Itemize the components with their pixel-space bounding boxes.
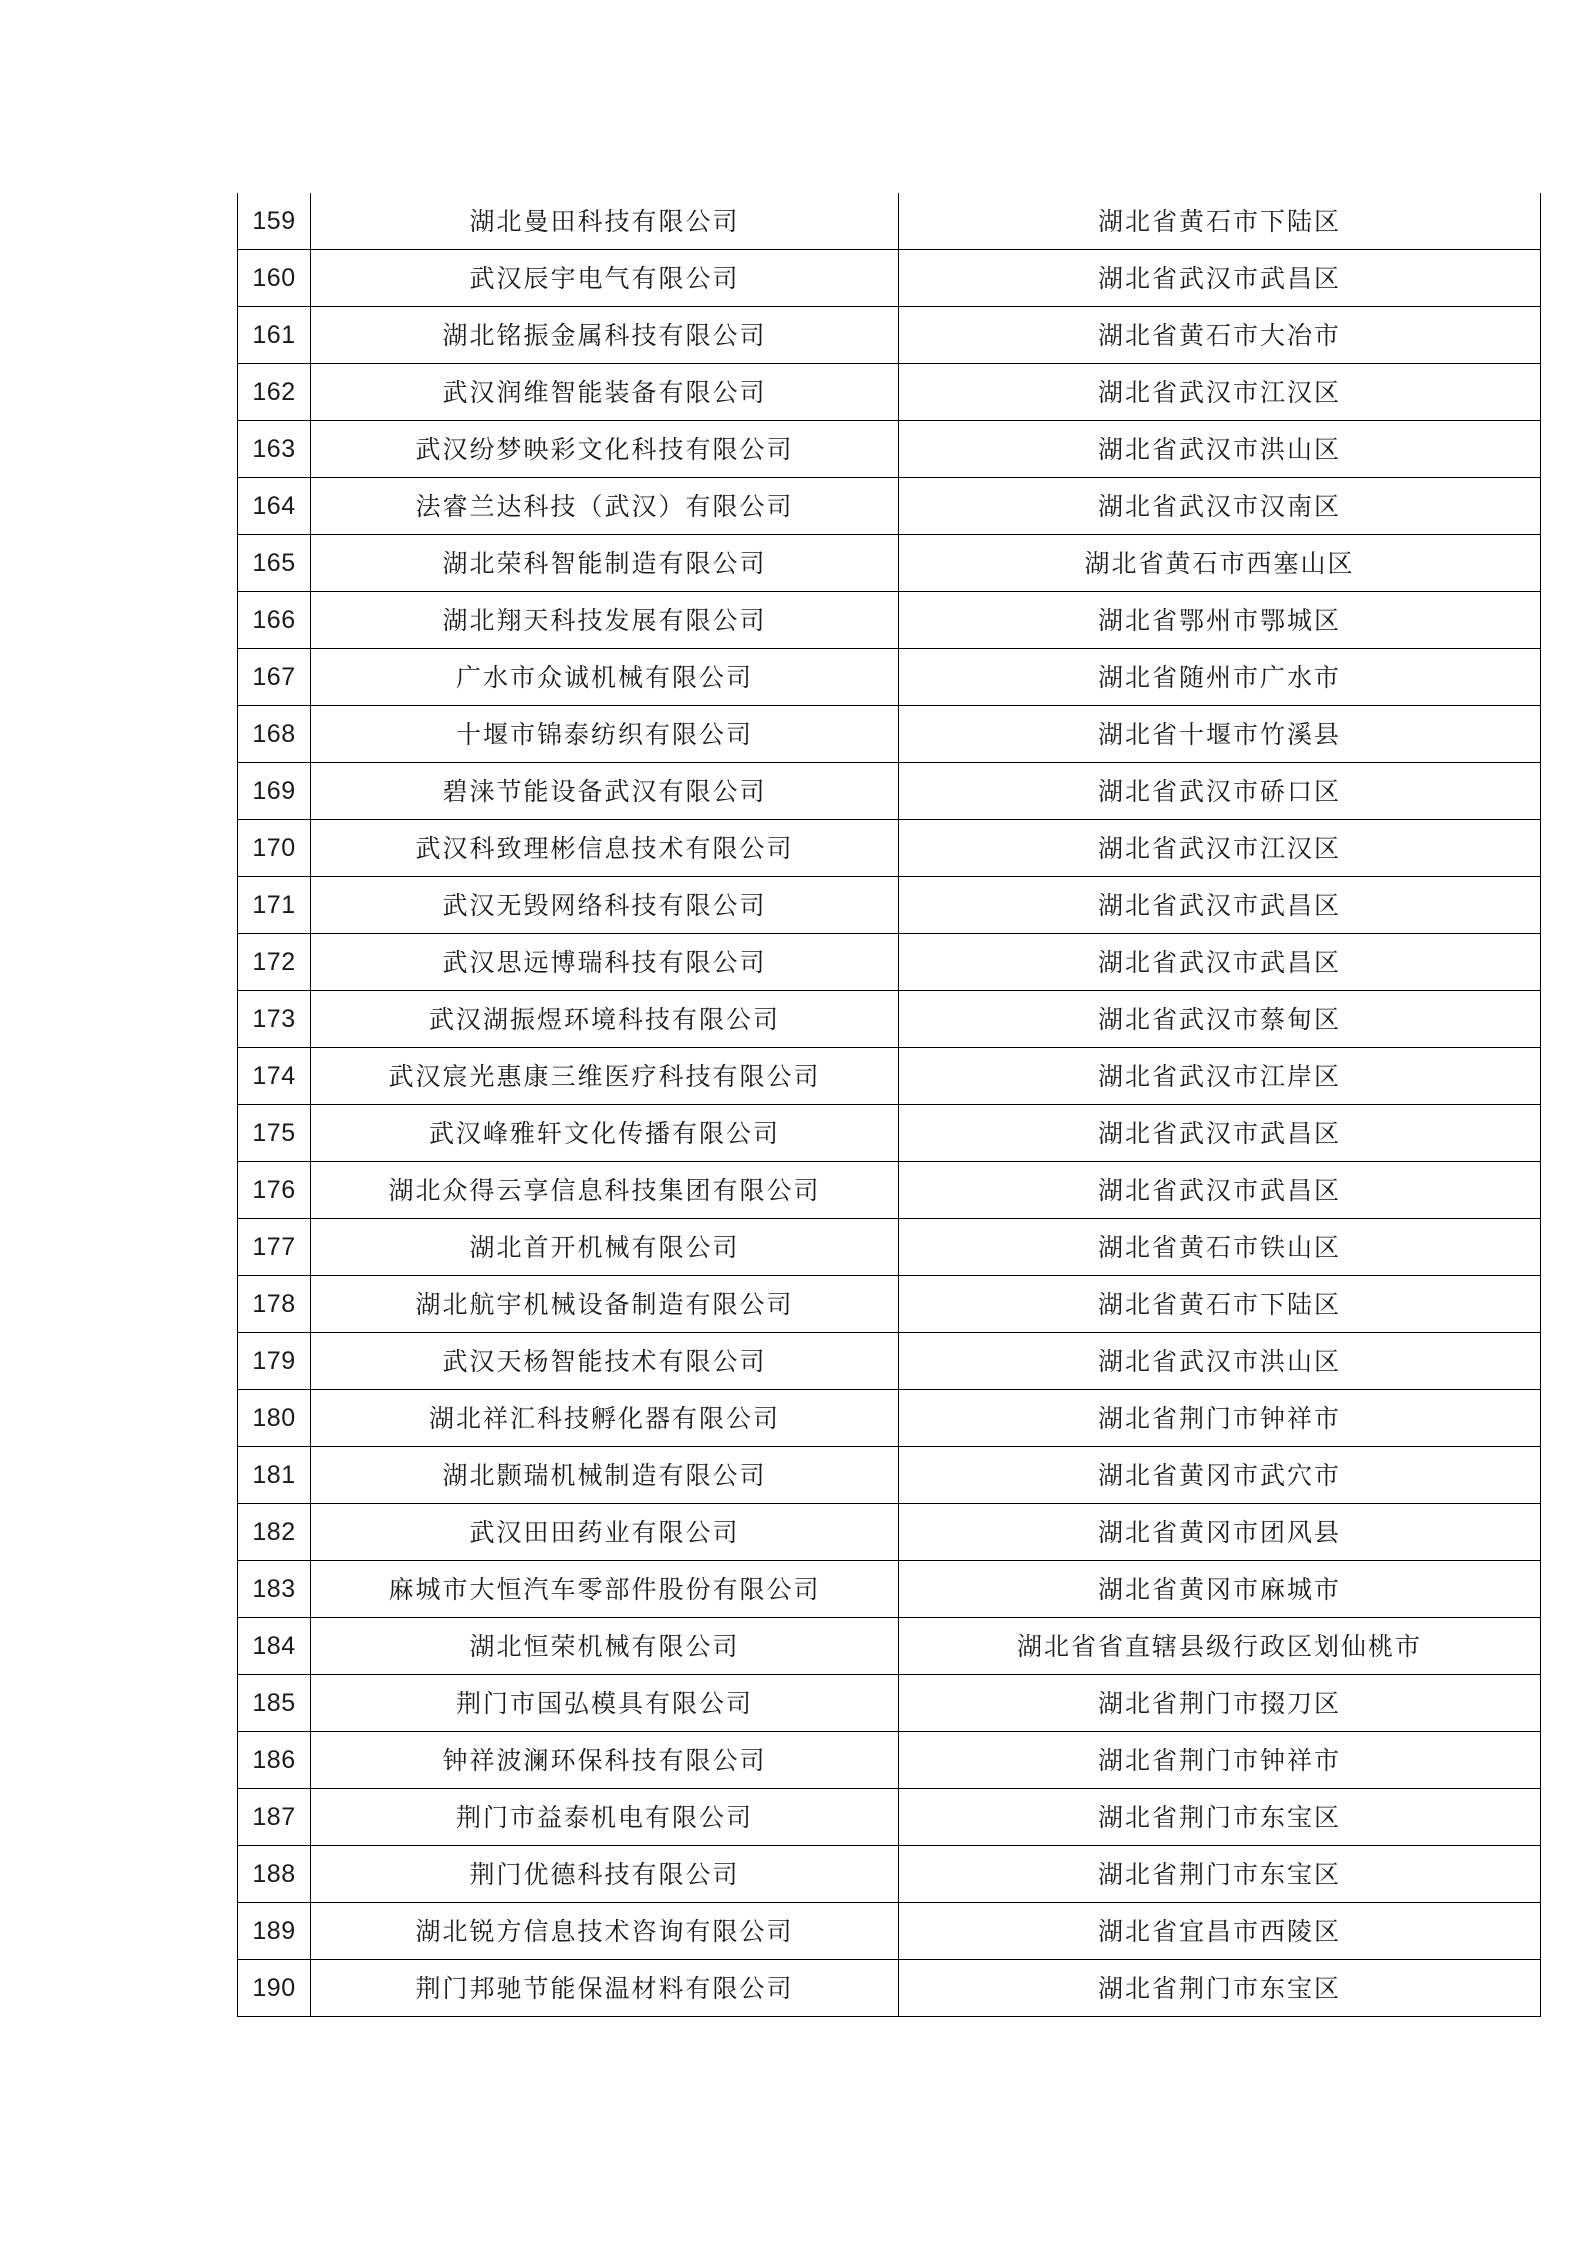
- company-location-cell: 湖北省武汉市硚口区: [899, 763, 1541, 820]
- company-name-cell: 广水市众诚机械有限公司: [311, 649, 899, 706]
- company-location-cell: 湖北省武汉市武昌区: [899, 1162, 1541, 1219]
- table-row: [238, 1789, 1541, 1846]
- row-number-cell: 170: [238, 820, 311, 877]
- company-name-cell: 荆门邦驰节能保温材料有限公司: [311, 1960, 899, 2017]
- company-name-cell: 武汉田田药业有限公司: [311, 1504, 899, 1561]
- company-location-cell: 湖北省黄冈市武穴市: [899, 1447, 1541, 1504]
- company-name-cell: 湖北祥汇科技孵化器有限公司: [311, 1390, 899, 1447]
- company-location-cell: 湖北省黄石市下陆区: [899, 1276, 1541, 1333]
- company-name-cell: 湖北曼田科技有限公司: [311, 193, 899, 250]
- company-name-cell: 武汉峰雅轩文化传播有限公司: [311, 1105, 899, 1162]
- company-location-cell: 湖北省鄂州市鄂城区: [899, 592, 1541, 649]
- table-row: [238, 820, 1541, 877]
- row-number-cell: 176: [238, 1162, 311, 1219]
- table-row: [238, 1504, 1541, 1561]
- company-location-cell: 湖北省荆门市东宝区: [899, 1846, 1541, 1903]
- row-number-cell: 189: [238, 1903, 311, 1960]
- table-row: [238, 250, 1541, 307]
- company-name-cell: 武汉无毁网络科技有限公司: [311, 877, 899, 934]
- table-row: [238, 421, 1541, 478]
- company-location-cell: 湖北省黄石市铁山区: [899, 1219, 1541, 1276]
- row-number-cell: 183: [238, 1561, 311, 1618]
- row-number-cell: 174: [238, 1048, 311, 1105]
- company-location-cell: 湖北省荆门市东宝区: [899, 1960, 1541, 2017]
- row-number-cell: 164: [238, 478, 311, 535]
- company-location-cell: 湖北省随州市广水市: [899, 649, 1541, 706]
- company-location-cell: 湖北省武汉市武昌区: [899, 250, 1541, 307]
- company-location-cell: 湖北省武汉市武昌区: [899, 877, 1541, 934]
- row-number-cell: 161: [238, 307, 311, 364]
- row-number-cell: 169: [238, 763, 311, 820]
- table-row: [238, 1105, 1541, 1162]
- table-row: [238, 1219, 1541, 1276]
- company-name-cell: 湖北翔天科技发展有限公司: [311, 592, 899, 649]
- table-row: [238, 1276, 1541, 1333]
- table-row: [238, 706, 1541, 763]
- company-list-table: [237, 193, 1541, 2017]
- row-number-cell: 175: [238, 1105, 311, 1162]
- company-name-cell: 湖北众得云享信息科技集团有限公司: [311, 1162, 899, 1219]
- row-number-cell: 184: [238, 1618, 311, 1675]
- row-number-cell: 178: [238, 1276, 311, 1333]
- company-name-cell: 荆门市益泰机电有限公司: [311, 1789, 899, 1846]
- company-name-cell: 麻城市大恒汽车零部件股份有限公司: [311, 1561, 899, 1618]
- table-row: [238, 307, 1541, 364]
- table-row: [238, 1675, 1541, 1732]
- table-row: [238, 1732, 1541, 1789]
- row-number-cell: 160: [238, 250, 311, 307]
- row-number-cell: 165: [238, 535, 311, 592]
- row-number-cell: 186: [238, 1732, 311, 1789]
- table-row: [238, 877, 1541, 934]
- company-name-cell: 武汉润维智能装备有限公司: [311, 364, 899, 421]
- company-name-cell: 武汉纷梦映彩文化科技有限公司: [311, 421, 899, 478]
- table-row: [238, 1447, 1541, 1504]
- company-location-cell: 湖北省武汉市江汉区: [899, 364, 1541, 421]
- table-row: [238, 1333, 1541, 1390]
- company-name-cell: 湖北首开机械有限公司: [311, 1219, 899, 1276]
- table-row: [238, 1618, 1541, 1675]
- row-number-cell: 185: [238, 1675, 311, 1732]
- company-location-cell: 湖北省黄石市大冶市: [899, 307, 1541, 364]
- company-name-cell: 武汉思远博瑞科技有限公司: [311, 934, 899, 991]
- company-location-cell: 湖北省宜昌市西陵区: [899, 1903, 1541, 1960]
- company-name-cell: 湖北锐方信息技术咨询有限公司: [311, 1903, 899, 1960]
- row-number-cell: 181: [238, 1447, 311, 1504]
- row-number-cell: 190: [238, 1960, 311, 2017]
- company-location-cell: 湖北省黄石市西塞山区: [899, 535, 1541, 592]
- company-name-cell: 荆门优德科技有限公司: [311, 1846, 899, 1903]
- row-number-cell: 159: [238, 193, 311, 250]
- row-number-cell: 171: [238, 877, 311, 934]
- row-number-cell: 167: [238, 649, 311, 706]
- row-number-cell: 162: [238, 364, 311, 421]
- table-row: [238, 763, 1541, 820]
- row-number-cell: 179: [238, 1333, 311, 1390]
- company-location-cell: 湖北省荆门市钟祥市: [899, 1390, 1541, 1447]
- company-location-cell: 湖北省武汉市洪山区: [899, 1333, 1541, 1390]
- table-row: [238, 1390, 1541, 1447]
- company-location-cell: 湖北省武汉市洪山区: [899, 421, 1541, 478]
- row-number-cell: 188: [238, 1846, 311, 1903]
- table-row: [238, 1846, 1541, 1903]
- table-row: [238, 991, 1541, 1048]
- row-number-cell: 187: [238, 1789, 311, 1846]
- company-location-cell: 湖北省武汉市江汉区: [899, 820, 1541, 877]
- row-number-cell: 177: [238, 1219, 311, 1276]
- table-row: [238, 478, 1541, 535]
- company-name-cell: 湖北航宇机械设备制造有限公司: [311, 1276, 899, 1333]
- table-row: [238, 364, 1541, 421]
- table-row: [238, 592, 1541, 649]
- company-name-cell: 法睿兰达科技（武汉）有限公司: [311, 478, 899, 535]
- company-location-cell: 湖北省黄冈市麻城市: [899, 1561, 1541, 1618]
- company-name-cell: 钟祥波澜环保科技有限公司: [311, 1732, 899, 1789]
- company-location-cell: 湖北省武汉市汉南区: [899, 478, 1541, 535]
- row-number-cell: 180: [238, 1390, 311, 1447]
- company-name-cell: 湖北恒荣机械有限公司: [311, 1618, 899, 1675]
- company-location-cell: 湖北省荆门市掇刀区: [899, 1675, 1541, 1732]
- company-location-cell: 湖北省黄冈市团风县: [899, 1504, 1541, 1561]
- row-number-cell: 166: [238, 592, 311, 649]
- company-name-cell: 十堰市锦泰纺织有限公司: [311, 706, 899, 763]
- company-location-cell: 湖北省省直辖县级行政区划仙桃市: [899, 1618, 1541, 1675]
- table-row: [238, 1048, 1541, 1105]
- company-name-cell: 湖北荣科智能制造有限公司: [311, 535, 899, 592]
- row-number-cell: 182: [238, 1504, 311, 1561]
- company-name-cell: 武汉湖振煜环境科技有限公司: [311, 991, 899, 1048]
- row-number-cell: 168: [238, 706, 311, 763]
- company-location-cell: 湖北省武汉市武昌区: [899, 934, 1541, 991]
- table-body: [238, 193, 1541, 2017]
- table-row: [238, 649, 1541, 706]
- row-number-cell: 172: [238, 934, 311, 991]
- row-number-cell: 173: [238, 991, 311, 1048]
- company-location-cell: 湖北省十堰市竹溪县: [899, 706, 1541, 763]
- company-name-cell: 荆门市国弘模具有限公司: [311, 1675, 899, 1732]
- company-location-cell: 湖北省黄石市下陆区: [899, 193, 1541, 250]
- company-location-cell: 湖北省荆门市东宝区: [899, 1789, 1541, 1846]
- company-location-cell: 湖北省武汉市武昌区: [899, 1105, 1541, 1162]
- table-row: [238, 934, 1541, 991]
- company-name-cell: 碧涞节能设备武汉有限公司: [311, 763, 899, 820]
- company-name-cell: 武汉天杨智能技术有限公司: [311, 1333, 899, 1390]
- company-name-cell: 武汉科致理彬信息技术有限公司: [311, 820, 899, 877]
- table-row: [238, 1960, 1541, 2017]
- table-row: [238, 1561, 1541, 1618]
- table-row: [238, 535, 1541, 592]
- table-row: [238, 1162, 1541, 1219]
- row-number-cell: 163: [238, 421, 311, 478]
- company-location-cell: 湖北省武汉市江岸区: [899, 1048, 1541, 1105]
- company-location-cell: 湖北省荆门市钟祥市: [899, 1732, 1541, 1789]
- table-row: [238, 1903, 1541, 1960]
- company-location-cell: 湖北省武汉市蔡甸区: [899, 991, 1541, 1048]
- company-name-cell: 湖北铭振金属科技有限公司: [311, 307, 899, 364]
- company-name-cell: 湖北颢瑞机械制造有限公司: [311, 1447, 899, 1504]
- company-name-cell: 武汉宸光惠康三维医疗科技有限公司: [311, 1048, 899, 1105]
- company-name-cell: 武汉辰宇电气有限公司: [311, 250, 899, 307]
- table-row: [238, 193, 1541, 250]
